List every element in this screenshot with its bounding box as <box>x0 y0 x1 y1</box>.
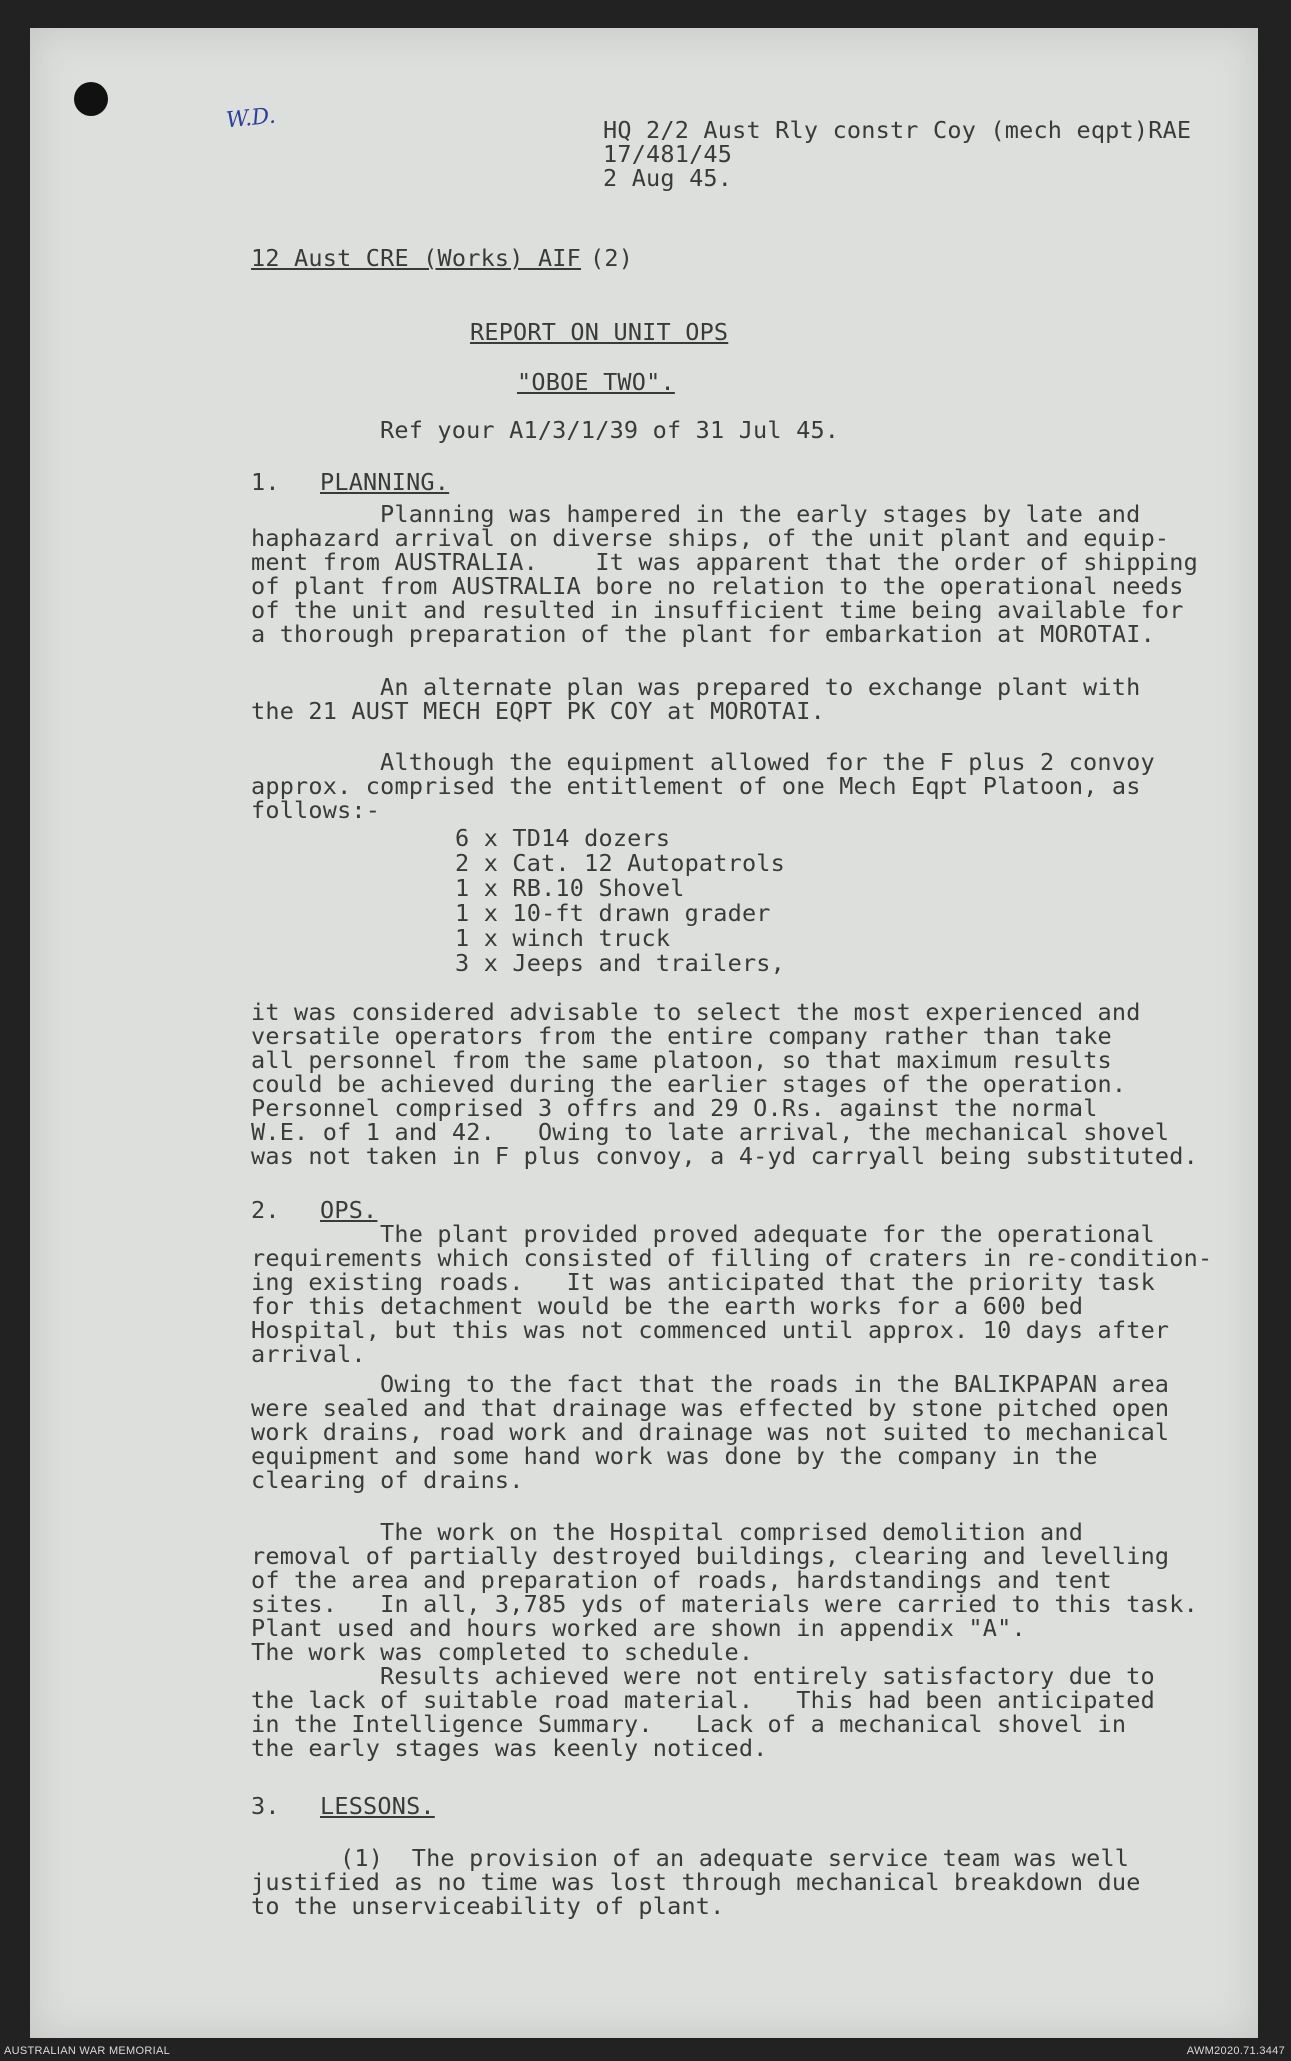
planning-p3-line: approx. comprised the entitlement of one Mech Eqpt Platoon, as <box>251 772 1141 800</box>
reference-line: Ref your A1/3/1/39 of 31 Jul 45. <box>380 416 840 444</box>
ops-p1-line: Hospital, but this was not commenced until approx. 10 days after <box>251 1316 1170 1344</box>
punch-hole <box>74 82 108 116</box>
planning-p4-line: W.E. of 1 and 42. Owing to late arrival, the mechanical shovel <box>251 1118 1170 1146</box>
planning-p2-line: the 21 AUST MECH EQPT PK COY at MOROTAI. <box>251 697 825 725</box>
ops-p1-line: for this detachment would be the earth works for a 600 bed <box>251 1292 1084 1320</box>
ops-p1-line: The plant provided proved adequate for the operational <box>380 1220 1155 1248</box>
header-date: 2 Aug 45. <box>603 164 733 192</box>
section-3-number: 3. <box>251 1792 280 1820</box>
footer-source: AUSTRALIAN WAR MEMORIAL <box>4 2045 171 2057</box>
planning-p3-line: follows:- <box>251 796 381 824</box>
ops-p3-line: removal of partially destroyed buildings, clearing and levelling <box>251 1542 1170 1570</box>
equipment-item: 3 x Jeeps and trailers, <box>455 949 786 977</box>
section-2-heading: OPS. <box>320 1196 378 1224</box>
planning-p1-line: ment from AUSTRALIA. It was apparent that the order of shipping <box>251 548 1198 576</box>
ops-p3-line: Plant used and hours worked are shown in appendix "A". <box>251 1614 1026 1642</box>
ops-p3-line: of the area and preparation of roads, hardstandings and tent <box>251 1566 1112 1594</box>
section-1-heading: PLANNING. <box>320 468 450 496</box>
equipment-item: 2 x Cat. 12 Autopatrols <box>455 849 786 877</box>
ops-p4-line: the lack of suitable road material. This had been anticipated <box>251 1686 1155 1714</box>
header-file-number: 17/481/45 <box>603 140 733 168</box>
planning-p1-line: Planning was hampered in the early stages by late and <box>380 500 1141 528</box>
ops-p2-line: work drains, road work and drainage was not suited to mechanical <box>251 1418 1170 1446</box>
handwritten-annotation: W.D. <box>224 103 277 134</box>
equipment-item: 1 x winch truck <box>455 924 671 952</box>
equipment-item: 1 x RB.10 Shovel <box>455 874 685 902</box>
planning-p4-line: it was considered advisable to select the most experienced and <box>251 998 1141 1026</box>
ops-p1-line: arrival. <box>251 1340 366 1368</box>
planning-p1-line: of plant from AUSTRALIA bore no relation to the operational needs <box>251 572 1184 600</box>
planning-p1-line: a thorough preparation of the plant for embarkation at MOROTAI. <box>251 620 1155 648</box>
ops-p3-line: sites. In all, 3,785 yds of materials were carried to this task. <box>251 1590 1198 1618</box>
section-2-number: 2. <box>251 1196 280 1224</box>
lessons-p1-line: (1) The provision of an adequate service team was well <box>340 1844 1130 1872</box>
equipment-item: 6 x TD14 dozers <box>455 824 671 852</box>
planning-p4-line: all personnel from the same platoon, so that maximum results <box>251 1046 1112 1074</box>
planning-p1-line: of the unit and resulted in insufficient time being available for <box>251 596 1184 624</box>
footer-accession-number: AWM2020.71.3447 <box>1186 2045 1285 2057</box>
equipment-item: 1 x 10-ft drawn grader <box>455 899 771 927</box>
report-title: REPORT ON UNIT OPS <box>470 318 729 346</box>
copy-number: (2) <box>590 244 634 272</box>
ops-p3-line: The work on the Hospital comprised demolition and <box>380 1518 1084 1546</box>
planning-p1-line: haphazard arrival on diverse ships, of the unit plant and equip- <box>251 524 1170 552</box>
planning-p4-line: was not taken in F plus convoy, a 4-yd carryall being substituted. <box>251 1142 1198 1170</box>
ops-p2-line: were sealed and that drainage was effected by stone pitched open <box>251 1394 1170 1422</box>
section-3-heading: LESSONS. <box>320 1792 435 1820</box>
addressee: 12 Aust CRE (Works) AIF <box>251 244 582 272</box>
ops-p4-line: the early stages was keenly noticed. <box>251 1734 768 1762</box>
ops-p1-line: requirements which consisted of filling of craters in re-condition- <box>251 1244 1213 1272</box>
lessons-p1-line: justified as no time was lost through mechanical breakdown due <box>251 1868 1141 1896</box>
planning-p4-line: could be achieved during the earlier stages of the operation. <box>251 1070 1127 1098</box>
planning-p4-line: versatile operators from the entire company rather than take <box>251 1022 1112 1050</box>
section-1-number: 1. <box>251 468 280 496</box>
header-unit: HQ 2/2 Aust Rly constr Coy (mech eqpt)RAE <box>603 116 1192 144</box>
ops-p2-line: Owing to the fact that the roads in the BALIKPAPAN area <box>380 1370 1170 1398</box>
planning-p3-line: Although the equipment allowed for the F plus 2 convoy <box>380 748 1155 776</box>
planning-p2-line: An alternate plan was prepared to exchange plant with <box>380 673 1141 701</box>
ops-p2-line: clearing of drains. <box>251 1466 524 1494</box>
ops-p3-line: The work was completed to schedule. <box>251 1638 754 1666</box>
ops-p4-line: in the Intelligence Summary. Lack of a mechanical shovel in <box>251 1710 1127 1738</box>
ops-p4-line: Results achieved were not entirely satisfactory due to <box>380 1662 1155 1690</box>
lessons-p1-line: to the unserviceability of plant. <box>251 1892 725 1920</box>
ops-p1-line: ing existing roads. It was anticipated that the priority task <box>251 1268 1155 1296</box>
planning-p4-line: Personnel comprised 3 offrs and 29 O.Rs. against the normal <box>251 1094 1098 1122</box>
ops-p2-line: equipment and some hand work was done by the company in the <box>251 1442 1098 1470</box>
report-subtitle: "OBOE TWO". <box>517 368 675 396</box>
